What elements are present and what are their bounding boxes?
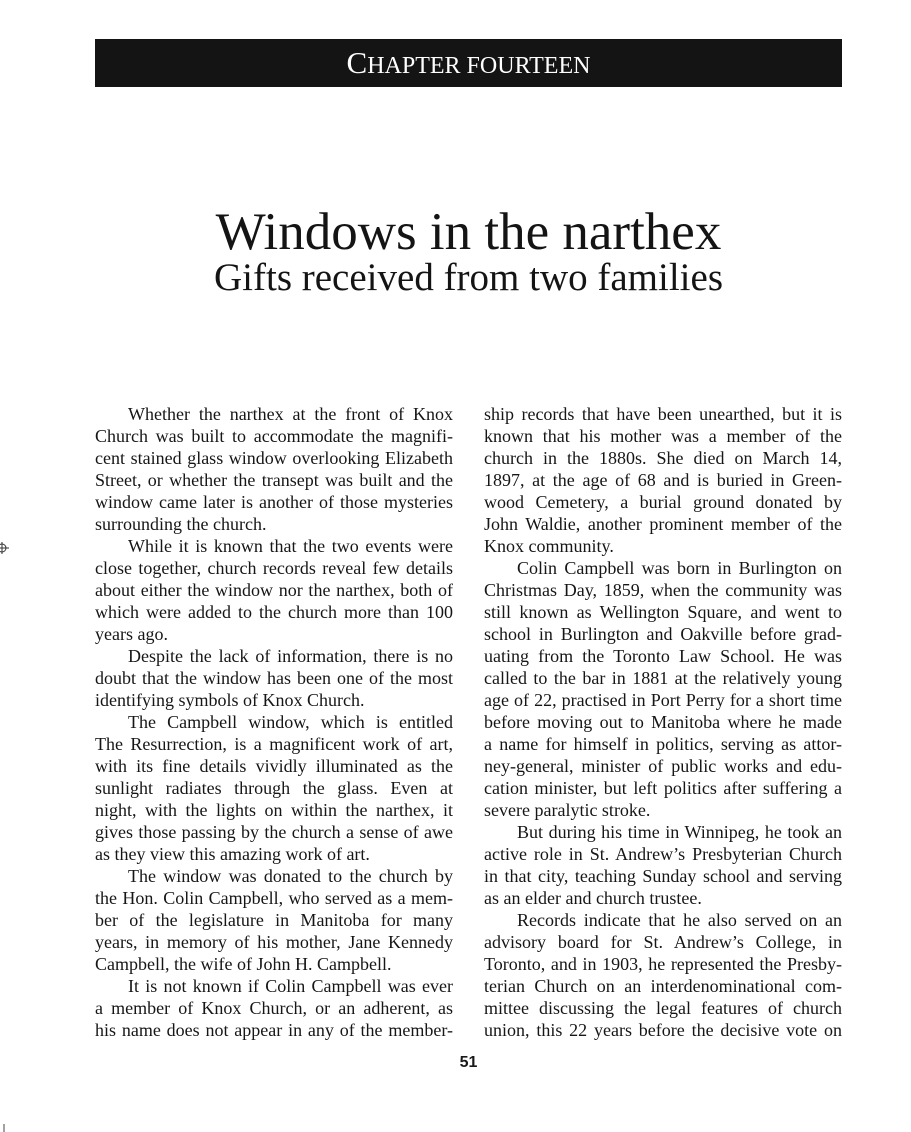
chapter-subtitle: Gifts received from two families [214,256,723,299]
text-line: as an elder and church trustee. [484,888,702,908]
text-line: active role in St. Andrew’s Presbyterian Church [484,844,842,864]
text-line: John Waldie, another prominent member of the [484,514,842,534]
text-line: cent stained glass window overlooking Elizabeth [95,448,453,468]
text-line: a name for himself in politics, serving as attor- [484,734,842,754]
page-number: 51 [459,1054,478,1071]
text-line: about either the window nor the narthex, both of [95,580,453,600]
text-line: a member of Knox Church, or an adherent, as [95,998,453,1018]
text-line: mittee discussing the legal features of church [484,998,842,1018]
text-line: The Resurrection, is a magnificent work of art, [95,734,453,754]
text-line: But during his time in Winnipeg, he took an [517,822,842,842]
text-line: severe paralytic stroke. [484,800,651,820]
text-line: school in Burlington and Oakville before grad- [484,624,842,644]
text-line: doubt that the window has been one of the most [95,668,453,688]
text-line: union, this 22 years before the decisive vote on [484,1020,842,1040]
text-line: wood Cemetery, a burial ground donated by [484,492,842,512]
chapter-label: CHAPTER FOURTEEN [346,45,591,80]
chapter-banner [95,39,842,87]
text-line: uating from the Toronto Law School. He was [484,646,842,666]
text-line: The Campbell window, which is entitled [128,712,453,732]
text-line: age of 22, practised in Port Perry for a short time [484,690,842,710]
text-line: close together, church records reveal few details [95,558,453,578]
text-line: Colin Campbell was born in Burlington on [517,558,842,578]
text-line: in that city, teaching Sunday school and serving [484,866,842,886]
text-line: Church was built to accommodate the magnifi- [95,426,453,446]
text-line: Whether the narthex at the front of Knox [128,404,453,424]
text-line: Toronto, and in 1903, he represented the Presby- [484,954,842,974]
text-line: window came later is another of those mysteries [95,492,453,512]
text-line: Campbell, the wife of John H. Campbell. [95,954,392,974]
text-line: which were added to the church more than 100 [95,602,453,622]
text-line: 1897, at the age of 68 and is buried in Green- [484,470,842,490]
text-line: the Hon. Colin Campbell, who served as a mem- [95,888,453,908]
text-line: ber of the legislature in Manitoba for many [95,910,453,930]
text-line: ney-general, minister of public works and edu- [484,756,842,776]
text-line: Christmas Day, 1859, when the community was [484,580,842,600]
text-line: before moving out to Manitoba where he made [484,712,842,732]
text-line: Despite the lack of information, there is no [128,646,453,666]
text-line: night, with the lights on within the narthex, it [95,800,453,820]
text-line: It is not known if Colin Campbell was ever [128,976,453,996]
text-column-right [484,403,842,1041]
text-line: his name does not appear in any of the member- [95,1020,453,1040]
text-line: identifying symbols of Knox Church. [95,690,365,710]
text-line: known that his mother was a member of the [484,426,842,446]
text-line: church in the 1880s. She died on March 14, [484,448,842,468]
text-line: ship records that have been unearthed, but it is [484,404,842,424]
text-column-left [95,403,453,1041]
text-line: gives those passing by the church a sense of awe [95,822,453,842]
text-line: terian Church on an interdenominational com- [484,976,842,996]
text-line: Knox community. [484,536,614,556]
text-line: called to the bar in 1881 at the relatively young [484,668,842,688]
text-line: years, in memory of his mother, Jane Kennedy [95,932,453,952]
text-line: still known as Wellington Square, and went to [484,602,842,622]
text-line: surrounding the church. [95,514,267,534]
text-line: Street, or whether the transept was built and the [95,470,453,490]
text-line: years ago. [95,624,168,644]
text-line: cation minister, but left politics after suffering a [484,778,842,798]
text-line: with its fine details vividly illuminated as the [95,756,453,776]
text-line: advisory board for St. Andrew’s College, in [484,932,842,952]
text-line: Records indicate that he also served on an [517,910,842,930]
text-line: sunlight radiates through the glass. Even at [95,778,453,798]
text-line: The window was donated to the church by [128,866,453,886]
registration-mark-icon [0,540,10,556]
text-line: While it is known that the two events were [128,536,453,556]
text-line: as they view this amazing work of art. [95,844,370,864]
chapter-title: Windows in the narthex [215,203,722,261]
crop-mark-icon [2,1124,6,1132]
